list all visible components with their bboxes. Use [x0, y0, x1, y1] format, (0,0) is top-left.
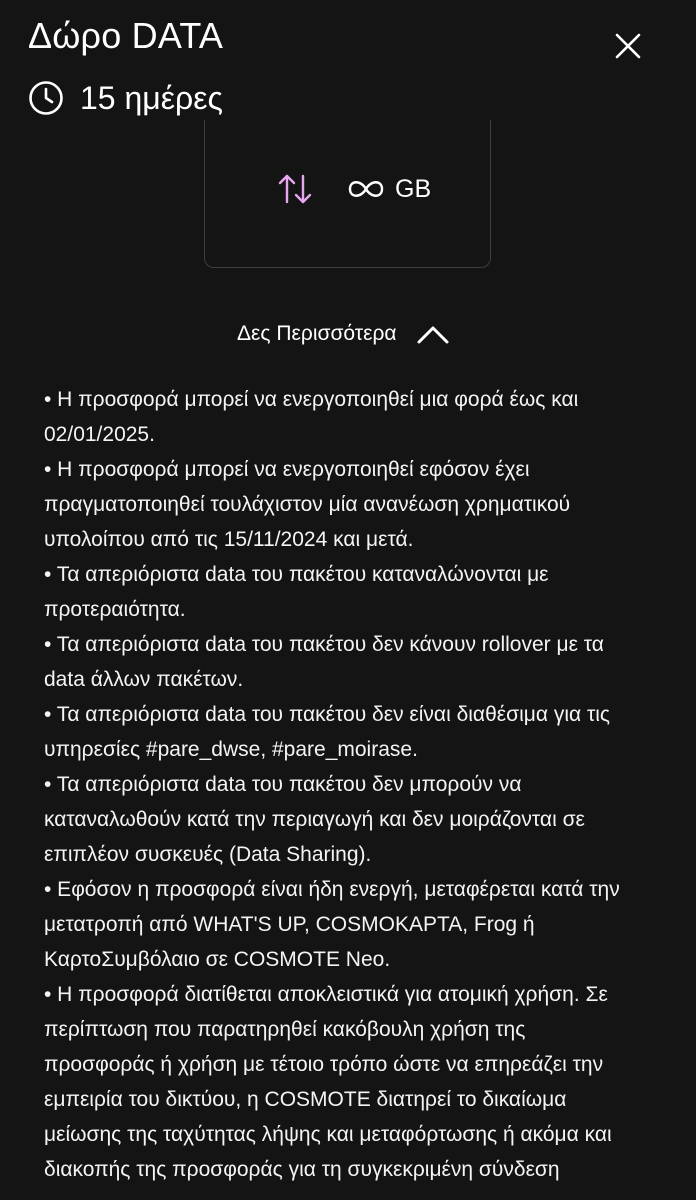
term-item: • Τα απεριόριστα data του πακέτου δεν είναι διαθέσιμα για τις υπηρεσίες #pare_dwse, #pare_moirase.: [44, 703, 611, 761]
term-item: • Η προσφορά διατίθεται αποκλειστικά για ατομική χρήση. Σε περίπτωση που παρατηρηθεί κακόβουλη χρήση της προσφοράς ή χρήση με τέτοιο τρόπο ώστε να επηρεάζει την εμπειρία του δικτύου, η COSMOTE διατηρεί το δικαίωμα μείωσης της ταχύτητας λήψης και μεταφόρτωσης ή ακόμα και διακοπής της προσφοράς για τη συγκεκριμένη σύνδεση: [44, 983, 612, 1181]
duration-text: 15 ημέρες: [80, 80, 223, 116]
term-item: • Η προσφορά μπορεί να ενεργοποιηθεί εφόσον έχει πραγματοποιηθεί τουλάχιστον μία ανανέωση χρηματικού υπολοίπου από τις 15/11/2024 και μετά.: [44, 458, 571, 551]
term-item: • Η προσφορά μπορεί να ενεργοποιηθεί μια φορά έως και 02/01/2025.: [44, 388, 579, 446]
term-item: • Εφόσον η προσφορά είναι ήδη ενεργή, μεταφέρεται κατά την μετατροπή από WHAT'S UP, COSMOKAPTA, Frog ή ΚαρτοΣυμβόλαιο σε COSMOTE Neo.: [44, 878, 620, 971]
duration-row: [28, 76, 223, 120]
chevron-up-icon[interactable]: [415, 322, 451, 346]
data-card: [204, 120, 491, 268]
page-title: Δώρο DATA: [28, 15, 224, 56]
infinity-icon: [346, 176, 386, 202]
data-unit-label: GB: [395, 175, 432, 203]
see-more-button[interactable]: [237, 314, 451, 354]
clock-icon: [28, 80, 64, 116]
term-item: • Τα απεριόριστα data του πακέτου δεν μπορούν να καταναλωθούν κατά την περιαγωγή και δεν μοιράζονται σε επιπλέον συσκευές (Data Sharing).: [44, 773, 585, 866]
see-more-label[interactable]: Δες Περισσότερα: [237, 322, 397, 345]
close-icon[interactable]: [608, 26, 648, 66]
close-button[interactable]: [608, 26, 648, 66]
offer-terms-list: [44, 382, 664, 1187]
up-down-arrows-icon: [277, 172, 313, 206]
term-item: • Τα απεριόριστα data του πακέτου δεν κάνουν rollover με τα data άλλων πακέτων.: [44, 633, 604, 691]
term-item: • Τα απεριόριστα data του πακέτου καταναλώνονται με προτεραιότητα.: [44, 563, 549, 621]
